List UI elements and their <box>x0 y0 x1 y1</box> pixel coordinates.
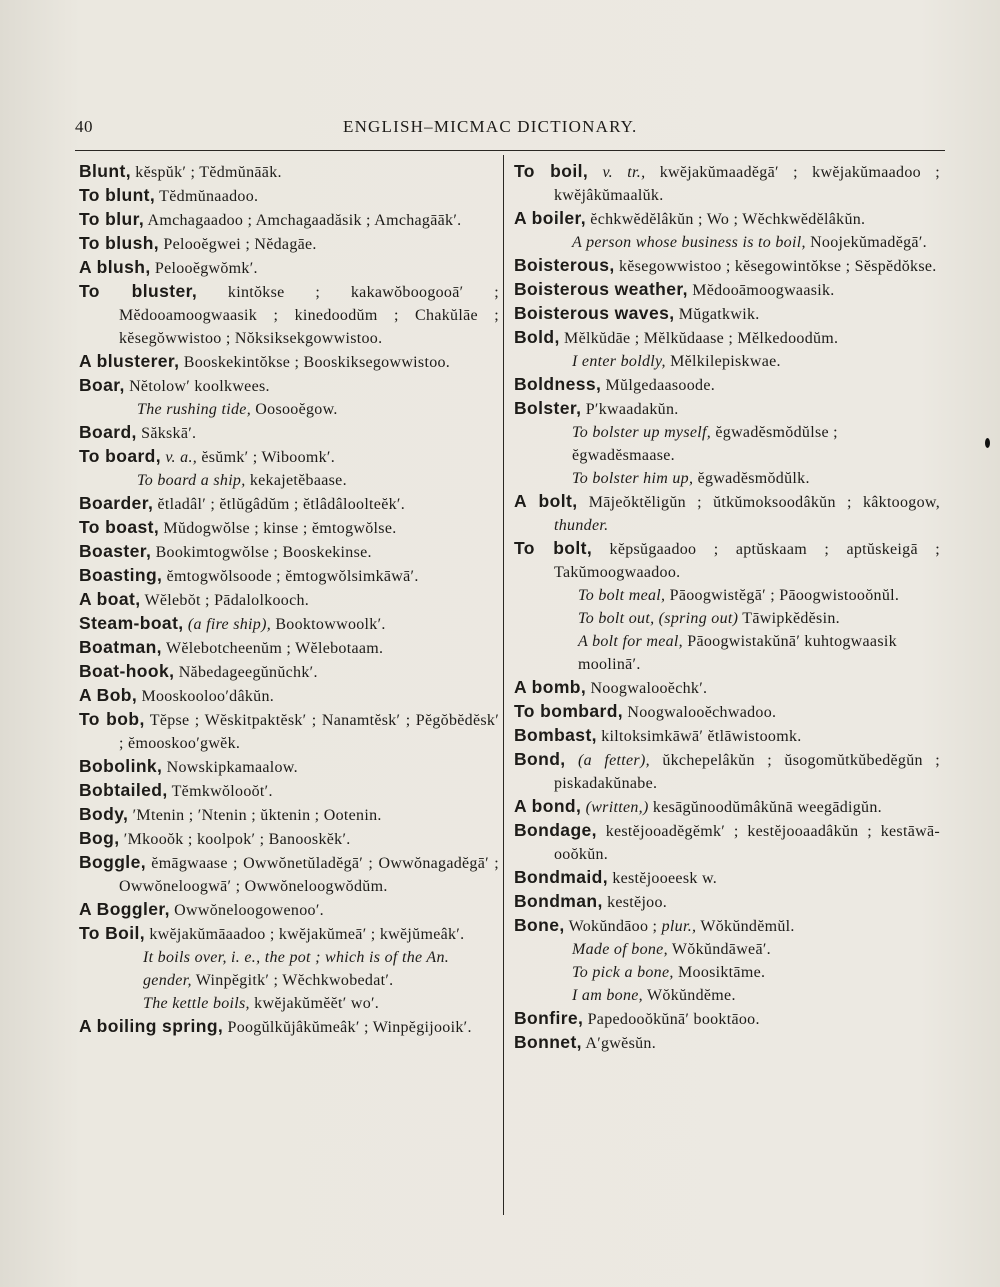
entry-gloss: thunder. <box>554 517 609 534</box>
entry-definition: Wĕlebŏt ; Pādalolkooch. <box>140 592 310 609</box>
entry-headword: To boil, <box>514 161 589 181</box>
entry-grammar-note: (a fetter), <box>565 752 650 769</box>
dictionary-entry <box>79 492 499 516</box>
right-column <box>514 160 940 1055</box>
entry-headword: Bobolink, <box>79 756 163 776</box>
ink-blot <box>985 438 990 448</box>
entry-definition: kesāgŭnoodŭmâkŭnā weegādigŭn. <box>648 799 882 816</box>
entry-headword: Bold, <box>514 327 560 347</box>
dictionary-entry <box>514 207 940 231</box>
subentry-definition: Mĕlkilepiskwae. <box>665 353 781 370</box>
dictionary-entry <box>514 676 940 700</box>
dictionary-subentry <box>514 231 940 254</box>
dictionary-entry <box>79 516 499 540</box>
dictionary-entry <box>79 421 499 445</box>
entry-headword: A boat, <box>79 589 141 609</box>
entry-headword: To blunt, <box>79 185 156 205</box>
entry-definition: ŭkchepelâkŭn ; ŭsogomŭtkŭbedĕgŭn ; piskadakŭnabe. <box>554 752 941 792</box>
entry-definition: Mooskooloo′dâkŭn. <box>137 688 275 705</box>
dictionary-entry <box>79 636 499 660</box>
dictionary-entry <box>79 280 499 350</box>
entry-headword: Bolster, <box>514 398 582 418</box>
subentry-definition: kekajetĕbaase. <box>245 472 347 489</box>
entry-headword: A boiler, <box>514 208 586 228</box>
entry-definition: Tĕmkwŏlooŏt′. <box>167 783 273 800</box>
entry-headword: A Bob, <box>79 685 138 705</box>
dictionary-subentry <box>514 984 940 1007</box>
dictionary-entry <box>79 755 499 779</box>
dictionary-subentry <box>514 630 940 676</box>
entry-grammar-note: v. tr., <box>588 164 646 181</box>
entry-headword: To boast, <box>79 517 160 537</box>
entry-headword: Steam-boat, <box>79 613 184 633</box>
entry-definition: Noogwalooĕchk′. <box>586 680 708 697</box>
entry-headword: To bombard, <box>514 701 624 721</box>
dictionary-entry <box>514 254 940 278</box>
dictionary-entry <box>79 803 499 827</box>
entry-headword: Boisterous weather, <box>514 279 688 299</box>
dictionary-subentry <box>79 992 499 1015</box>
entry-definition: kĕsegowwistoo ; kĕsegowintŏkse ; Sĕspĕdŏkse. <box>614 258 937 275</box>
subentry-phrase: To bolt out, (spring out) <box>578 610 739 627</box>
entry-headword: A boiling spring, <box>79 1016 224 1036</box>
left-column <box>79 160 499 1039</box>
entry-headword: A bond, <box>514 796 582 816</box>
subentry-phrase: Made of bone, <box>572 941 668 958</box>
dictionary-subentry <box>79 398 499 421</box>
entry-headword: To blush, <box>79 233 160 253</box>
entry-definition: kestĕjoo. <box>602 894 668 911</box>
subentry-definition: Pāoogwistakŭnā′ kuhtogwaasik moolinā′. <box>578 633 897 673</box>
entry-headword: A bomb, <box>514 677 587 697</box>
entry-definition: Mĕlkŭdāe ; Mĕlkŭdaase ; Mĕlkedoodŭm. <box>559 330 839 347</box>
entry-definition: ′Mkooŏk ; koolpok′ ; Banooskĕk′. <box>119 831 351 848</box>
entry-definition: Pelooĕgwei ; Nĕdagāe. <box>159 236 317 253</box>
subentry-definition: Moosiktāme. <box>673 964 766 981</box>
dictionary-entry <box>79 350 499 374</box>
entry-headword: A blusterer, <box>79 351 180 371</box>
subentry-phrase: The rushing tide, <box>137 401 251 418</box>
dictionary-entry <box>514 914 940 938</box>
subentry-definition: ĕgwadĕsmŏdŭlk. <box>693 470 810 487</box>
entry-headword: Bonnet, <box>514 1032 582 1052</box>
entry-definition: Nĕtolow′ koolkwees. <box>124 378 270 395</box>
entry-headword: To board, <box>79 446 162 466</box>
subentry-phrase: To bolt meal, <box>578 587 666 604</box>
entry-headword: To Boil, <box>79 923 146 943</box>
subentry-definition: Wŏkŭndāweā′. <box>667 941 771 958</box>
dictionary-entry <box>79 612 499 636</box>
entry-definition: Wĕlebotcheenŭm ; Wĕlebotaam. <box>161 640 384 657</box>
dictionary-entry <box>79 160 499 184</box>
entry-headword: Bondmaid, <box>514 867 609 887</box>
subentry-phrase: A person whose business is to boil, <box>572 234 806 251</box>
dictionary-entry <box>79 660 499 684</box>
subentry-definition: ĕgwadĕsmŏdŭlse ; ĕgwadĕsmaase. <box>572 424 838 464</box>
entry-definition: kiltoksimkāwā′ ĕtlāwistoomk. <box>596 728 802 745</box>
entry-headword: To blur, <box>79 209 145 229</box>
entry-headword: Boisterous waves, <box>514 303 675 323</box>
dictionary-entry <box>79 540 499 564</box>
dictionary-entry <box>79 684 499 708</box>
entry-headword: Boat-hook, <box>79 661 175 681</box>
entry-definition: Booktowwoolk′. <box>271 616 386 633</box>
entry-definition: kestĕjooadĕgĕmk′ ; kestĕjooaadâkŭn ; kestāwā-ooŏkŭn. <box>554 823 940 863</box>
entry-definition: Papedooŏkŭnā′ booktāoo. <box>583 1011 760 1028</box>
dictionary-entry <box>79 184 499 208</box>
entry-headword: Boaster, <box>79 541 152 561</box>
dictionary-subentry <box>514 467 940 490</box>
entry-definition: Nowskipkamaalow. <box>162 759 298 776</box>
subentry-phrase: To bolster him up, <box>572 470 694 487</box>
subentry-phrase: A bolt for meal, <box>578 633 683 650</box>
entry-headword: Bog, <box>79 828 120 848</box>
subentry-phrase: To pick a bone, <box>572 964 674 981</box>
entry-definition: P′kwaadakŭn. <box>581 401 679 418</box>
dictionary-entry <box>514 537 940 584</box>
dictionary-entry <box>514 397 940 421</box>
entry-definition: ĕsŭmk′ ; Wiboomk′. <box>197 449 336 466</box>
entry-definition: Mŭlgedaasoode. <box>601 377 716 394</box>
dictionary-entry <box>514 1007 940 1031</box>
entry-grammar-note: (written,) <box>581 799 649 816</box>
entry-headword: Boldness, <box>514 374 602 394</box>
entry-headword: Board, <box>79 422 137 442</box>
subentry-phrase: To bolster up myself, <box>572 424 712 441</box>
entry-definition: Booskekintŏkse ; Booskiksegowwistoo. <box>179 354 451 371</box>
dictionary-entry <box>514 724 940 748</box>
entry-definition: ĕchkwĕdĕlâkŭn ; Wo ; Wĕchkwĕdĕlâkŭn. <box>586 211 866 228</box>
subentry-phrase: To board a ship, <box>137 472 246 489</box>
entry-headword: Blunt, <box>79 161 131 181</box>
dictionary-entry <box>79 208 499 232</box>
dictionary-entry <box>514 373 940 397</box>
entry-headword: Bobtailed, <box>79 780 168 800</box>
entry-definition: Wokŭndāoo ; <box>564 918 658 935</box>
entry-definition: Owwŏneloogowenoo′. <box>169 902 324 919</box>
entry-headword: Bond, <box>514 749 566 769</box>
dictionary-subentry <box>514 961 940 984</box>
dictionary-entry <box>514 160 940 207</box>
entry-definition: Mŭdogwŏlse ; kinse ; ĕmtogwŏlse. <box>159 520 397 537</box>
dictionary-entry <box>79 374 499 398</box>
entry-definition: ′Mtenin ; ′Ntenin ; ŭktenin ; Ootenin. <box>128 807 382 824</box>
subentry-definition: Wŏkŭndĕme. <box>642 987 736 1004</box>
entry-headword: To bob, <box>79 709 145 729</box>
subentry-definition: Winpĕgitk′ ; Wĕchkwobedat′. <box>191 972 394 989</box>
entry-definition: Bookimtogwŏlse ; Booskekinse. <box>151 544 372 561</box>
dictionary-entry <box>79 232 499 256</box>
dictionary-entry <box>79 708 499 755</box>
entry-definition: Tĕpse ; Wĕskitpaktĕsk′ ; Nanamtĕsk′ ; Pĕgŏbĕdĕsk′ ; ĕmooskoo′gwĕk. <box>119 712 499 752</box>
entry-headword: Boisterous, <box>514 255 615 275</box>
dictionary-entry <box>79 256 499 280</box>
entry-definition: kestĕjooeesk w. <box>608 870 718 887</box>
entry-definition: Mŭgatkwik. <box>674 306 760 323</box>
entry-headword: A blush, <box>79 257 151 277</box>
subentry-phrase: I am bone, <box>572 987 643 1004</box>
entry-headword: Body, <box>79 804 129 824</box>
entry-definition: kintŏkse ; kakawŏboogooā′ ; Mĕdooamoogwaasik ; kinedoodŭm ; Chakŭlāe ; kĕsegŏwwistoo ; Nŏksiksekgowwistoo. <box>119 284 499 347</box>
dictionary-entry <box>514 490 940 537</box>
entry-definition: kwĕjakŭmāaadoo ; kwĕjakŭmeā′ ; kwĕjŭmeâk′. <box>145 926 465 943</box>
subentry-phrase: It boils over, i. e., the pot ; which is of the An. gender, <box>143 949 450 989</box>
entry-headword: To bolt, <box>514 538 593 558</box>
subentry-phrase: I enter boldly, <box>572 353 666 370</box>
header-rule <box>75 150 945 151</box>
dictionary-entry <box>79 779 499 803</box>
entry-definition: Mĕdooāmoogwaasik. <box>687 282 835 299</box>
entry-definition: ĕtladâl′ ; ĕtlŭgâdŭm ; ĕtlâdâloolteĕk′. <box>153 496 406 513</box>
dictionary-subentry <box>514 421 940 467</box>
running-title: ENGLISH–MICMAC DICTIONARY. <box>343 117 638 136</box>
entry-definition: Poogŭlkŭjâkŭmeâk′ ; Winpĕgijooik′. <box>223 1019 472 1036</box>
dictionary-entry <box>79 851 499 898</box>
dictionary-subentry <box>514 350 940 373</box>
entry-definition: Noogwalooĕchwadoo. <box>623 704 777 721</box>
dictionary-subentry <box>514 938 940 961</box>
entry-headword: Bombast, <box>514 725 597 745</box>
entry-definition: Wŏkŭndĕmŭl. <box>696 918 795 935</box>
entry-headword: Bondage, <box>514 820 597 840</box>
dictionary-entry <box>514 1031 940 1055</box>
entry-definition: Mājeŏktĕligŭn ; ŭtkŭmoksoodâkŭn ; kâktoogow, <box>577 494 941 511</box>
dictionary-entry <box>514 819 940 866</box>
entry-headword: A Boggler, <box>79 899 170 919</box>
entry-definition: Săkskā′. <box>136 425 197 442</box>
entry-headword: Boggle, <box>79 852 146 872</box>
entry-headword: Bone, <box>514 915 565 935</box>
dictionary-entry <box>514 700 940 724</box>
dictionary-subentry <box>514 607 940 630</box>
subentry-phrase: The kettle boils, <box>143 995 250 1012</box>
entry-headword: Boarder, <box>79 493 154 513</box>
dictionary-entry <box>79 827 499 851</box>
entry-headword: Boatman, <box>79 637 162 657</box>
subentry-definition: Tāwipkĕdĕsin. <box>738 610 840 627</box>
dictionary-entry <box>514 866 940 890</box>
dictionary-entry <box>79 588 499 612</box>
entry-definition: Pelooĕgwŏmk′. <box>150 260 258 277</box>
dictionary-entry <box>79 1015 499 1039</box>
dictionary-entry <box>514 278 940 302</box>
dictionary-subentry <box>79 469 499 492</box>
entry-definition: Tĕdmŭnaadoo. <box>155 188 259 205</box>
subentry-definition: kwĕjakŭmĕĕt′ wo′. <box>249 995 380 1012</box>
entry-definition: A′gwĕsŭn. <box>581 1035 656 1052</box>
page-header <box>75 117 945 141</box>
entry-headword: To bluster, <box>79 281 198 301</box>
dictionary-subentry <box>514 584 940 607</box>
entry-definition: kĕpsŭgaadoo ; aptŭskaam ; aptŭskeigā ; Takŭmoogwaadoo. <box>554 541 940 581</box>
subentry-definition: Oosooĕgow. <box>251 401 338 418</box>
entry-definition: kwĕjakŭmaadĕgā′ ; kwĕjakŭmaadoo ; kwĕjâkŭmaalŭk. <box>554 164 941 204</box>
dictionary-entry <box>514 890 940 914</box>
dictionary-entry <box>514 795 940 819</box>
entry-definition: kĕspŭk′ ; Tĕdmŭnāāk. <box>130 164 282 181</box>
subentry-definition: Noojekŭmadĕgā′. <box>805 234 927 251</box>
entry-grammar-note: plur., <box>657 918 697 935</box>
dictionary-subentry <box>79 946 499 992</box>
column-divider <box>503 155 504 1215</box>
entry-headword: Bonfire, <box>514 1008 584 1028</box>
entry-headword: Boar, <box>79 375 125 395</box>
entry-headword: Boasting, <box>79 565 163 585</box>
entry-definition: ĕmāgwaase ; Owwŏnetŭladĕgā′ ; Owwŏnagadĕgā′ ; Owwŏneloogwā′ ; Owwŏneloogwŏdŭm. <box>119 855 499 895</box>
entry-headword: Bondman, <box>514 891 603 911</box>
entry-headword: A bolt, <box>514 491 578 511</box>
entry-grammar-note: v. a., <box>161 449 198 466</box>
dictionary-entry <box>514 302 940 326</box>
subentry-definition: Pāoogwistĕgā′ ; Pāoogwistooŏnŭl. <box>665 587 900 604</box>
dictionary-entry <box>79 898 499 922</box>
dictionary-entry <box>514 748 940 795</box>
dictionary-entry <box>514 326 940 350</box>
dictionary-entry <box>79 922 499 946</box>
entry-definition: Amchagaadoo ; Amchagaadăsik ; Amchagāāk′. <box>144 212 462 229</box>
dictionary-entry <box>79 445 499 469</box>
entry-definition: Năbedageegŭnŭchk′. <box>174 664 318 681</box>
entry-definition: ĕmtogwŏlsoode ; ĕmtogwŏlsimkāwā′. <box>162 568 419 585</box>
page-number: 40 <box>75 117 93 136</box>
entry-grammar-note: (a fire ship), <box>183 616 272 633</box>
dictionary-entry <box>79 564 499 588</box>
